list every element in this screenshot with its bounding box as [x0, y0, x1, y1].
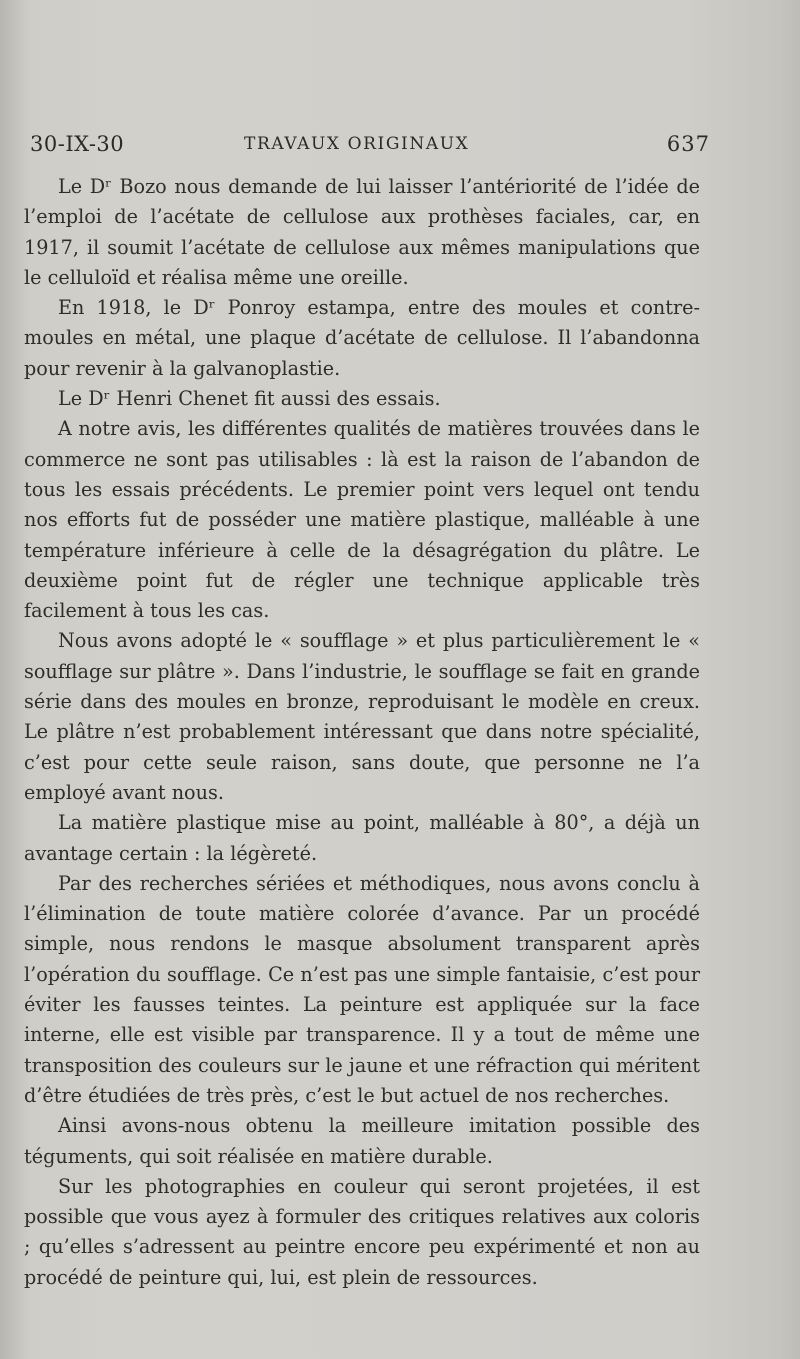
- paragraph: En 1918, le Dʳ Ponroy estampa, entre des moules et contre-moules en métal, une plaque d’acétate de cellulose. Il l’abandonna pour revenir à la galvanoplastie.: [24, 296, 700, 380]
- paragraph: Ainsi avons-nous obtenu la meilleure imitation possible des téguments, qui soit réalisée en matière durable.: [24, 1114, 700, 1168]
- running-header: [30, 132, 710, 164]
- header-section-title: TRAVAUX ORIGINAUX: [244, 134, 470, 154]
- article-body: [24, 172, 700, 1293]
- paragraph: Le Dʳ Henri Chenet fit aussi des essais.: [58, 387, 441, 411]
- paragraph: Le Dʳ Bozo nous demande de lui laisser l’antériorité de l’idée de l’emploi de l’acétate de cellulose aux prothèses faciales, car, en 1917, il soumit l’acétate de cellulose aux mêmes manipulations que le celluloïd et réalisa même une oreille.: [24, 175, 700, 289]
- paragraph: Sur les photographies en couleur qui seront projetées, il est possible que vous ayez à formuler des critiques relatives aux coloris ; qu’elles s’adressent au peintre encore peu expérimenté et non au procédé de peinture qui, lui, est plein de ressources.: [24, 1174, 700, 1289]
- paragraph: Nous avons adopté le « soufflage » et plus particulièrement le « soufflage sur plâtre ». Dans l’industrie, le soufflage se fait en grande série dans des moules en bronze, reproduisant le modèle en creux. Le plâtre n’est probablement intéressant que dans notre spécialité, c’est pour cette seule raison, sans doute, que personne ne l’a employé avant nous.: [24, 629, 700, 804]
- paragraph: A notre avis, les différentes qualités de matières trouvées dans le commerce ne sont pas utilisables : là est la raison de l’abandon de tous les essais précédents. Le premier point vers lequel ont tendu nos efforts fut de posséder une matière plastique, malléable à une température inférieure à celle de la désagrégation du plâtre. Le deuxième point fut de régler une technique applicable très facilement à tous les cas.: [24, 417, 700, 623]
- header-date: 30-IX-30: [30, 132, 125, 156]
- paragraph: Par des recherches sériées et méthodiques, nous avons conclu à l’élimination de toute matière colorée d’avance. Par un procédé simple, nous rendons le masque absolument transparent après l’opération du soufflage. Ce n’est pas une simple fantaisie, c’est pour éviter les fausses teintes. La peinture est appliquée sur la face interne, elle est visible par transparence. Il y a tout de même une transposition des couleurs sur le jaune et une réfraction qui méritent d’être étudiées de très près, c’est le but actuel de nos recherches.: [24, 871, 700, 1107]
- paragraph: La matière plastique mise au point, malléable à 80°, a déjà un avantage certain : la légèreté.: [24, 811, 700, 865]
- page-number: 637: [666, 132, 710, 156]
